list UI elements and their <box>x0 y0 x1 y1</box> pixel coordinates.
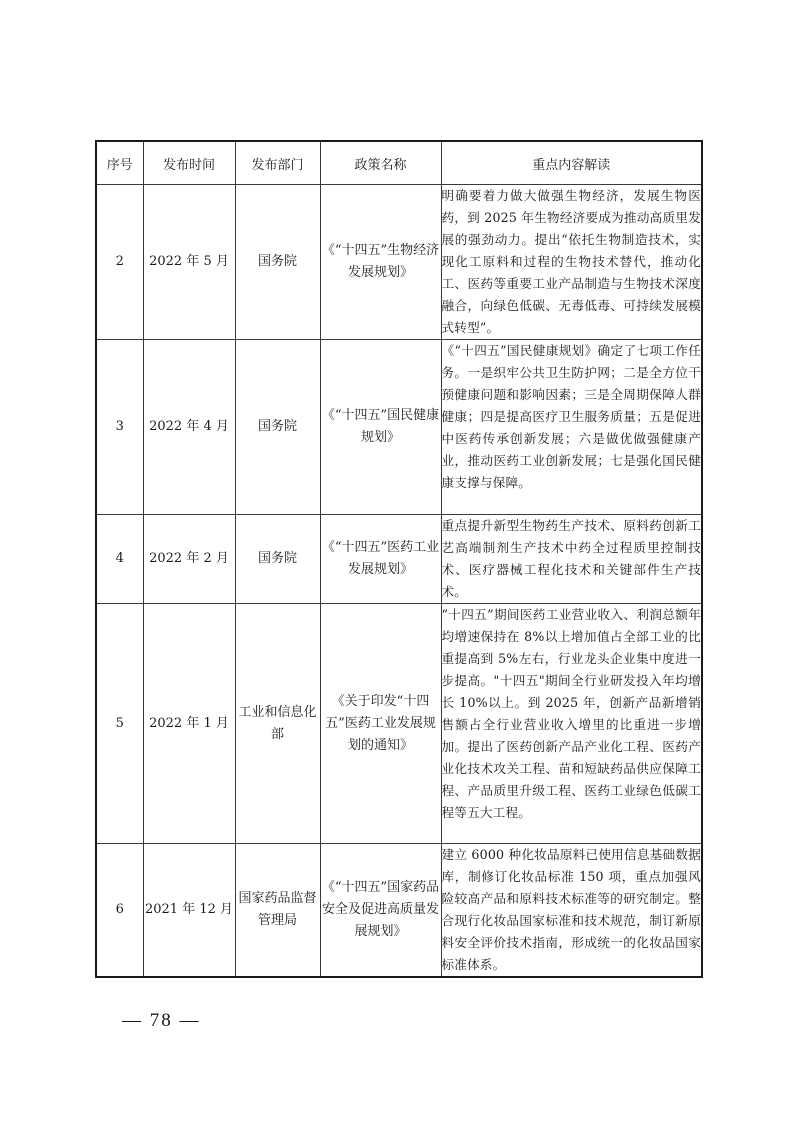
cell-date: 2022 年 5 月 <box>143 185 235 340</box>
cell-date: 2022 年 4 月 <box>143 340 235 515</box>
cell-dept: 国务院 <box>235 515 320 604</box>
page-number: — 78 — <box>122 1010 201 1031</box>
cell-no: 3 <box>96 340 143 515</box>
header-key-content: 重点内容解读 <box>441 141 702 185</box>
cell-key-content: “十四五”期间医药工业营业收入、利润总额年均增速保持在 8%以上增加值占全部工业的比重提高到 5%左右，行业龙头企业集中度进一步提高。"十四五"期间全行业研发投入年均增长 10%以上。到 2025 年，创新产品新增销售额占全行业营业收入增里的比重进一步增加。提出了医药创新产品产业化工程、医药产业化技术攻关工程、苗和短缺药品供应保障工程、产品质里升级工程、医药工业绿色低碳工程等五大工程。 <box>441 604 702 844</box>
table-row <box>96 340 702 515</box>
cell-dept: 工业和信息化部 <box>235 604 320 844</box>
cell-key-content: 建立 6000 种化妆品原料已使用信息基础数据库，制修订化妆品标准 150 项，重点加强风险较高产品和原料技术标准等的研究制定。整合现行化妆品国家标准和技术规范，制订新原料安全评价技术指南，形成统一的化妆品国家标准体系。 <box>441 844 702 978</box>
cell-key-content: 重点提升新型生物药生产技术、原料药创新工艺高端制剂生产技术中药全过程质里控制技术、医疗器械工程化技术和关键部件生产技术。 <box>441 515 702 604</box>
table-row <box>96 185 702 340</box>
cell-dept: 国务院 <box>235 185 320 340</box>
table-row <box>96 844 702 978</box>
header-dept: 发布部门 <box>235 141 320 185</box>
cell-policy-name: 《“十四五”国家药品安全及促进高质量发展规划》 <box>320 844 441 978</box>
header-no: 序号 <box>96 141 143 185</box>
cell-no: 4 <box>96 515 143 604</box>
header-date: 发布时间 <box>143 141 235 185</box>
cell-no: 6 <box>96 844 143 978</box>
table-row <box>96 604 702 844</box>
cell-date: 2021 年 12 月 <box>143 844 235 978</box>
cell-key-content: 《“十四五”国民健康规划》确定了七项工作任务。一是织牢公共卫生防护网；二是全方位干预健康问题和影响因素；三是全周期保障人群健康；四是提高医疗卫生服务质量；五是促进中医药传承创新发展；六是做优做强健康产业，推动医药工业创新发展；七是强化国民健康支撑与保障。 <box>441 340 702 515</box>
cell-no: 5 <box>96 604 143 844</box>
cell-policy-name: 《“十四五”医药工业发展规划》 <box>320 515 441 604</box>
cell-dept: 国务院 <box>235 340 320 515</box>
cell-date: 2022 年 1 月 <box>143 604 235 844</box>
table-row <box>96 515 702 604</box>
policy-table <box>95 140 703 978</box>
cell-policy-name: 《关于印发“十四五”医药工业发展规划的通知》 <box>320 604 441 844</box>
cell-key-content: 明确要着力做大做强生物经济，发展生物医药，到 2025 年生物经济要成为推动高质里发展的强劲动力。提出“依托生物制造技术，实现化工原料和过程的生物技术替代，推动化工、医药等重要工业产品制造与生物技术深度融合，向绿色低碳、无毒低毒、可持续发展模式转型”。 <box>441 185 702 340</box>
cell-dept: 国家药品监督管理局 <box>235 844 320 978</box>
cell-no: 2 <box>96 185 143 340</box>
cell-policy-name: 《“十四五”国民健康规划》 <box>320 340 441 515</box>
cell-policy-name: 《“十四五”生物经济发展规划》 <box>320 185 441 340</box>
header-policy-name: 政策名称 <box>320 141 441 185</box>
cell-date: 2022 年 2 月 <box>143 515 235 604</box>
table-header-row <box>96 141 702 185</box>
